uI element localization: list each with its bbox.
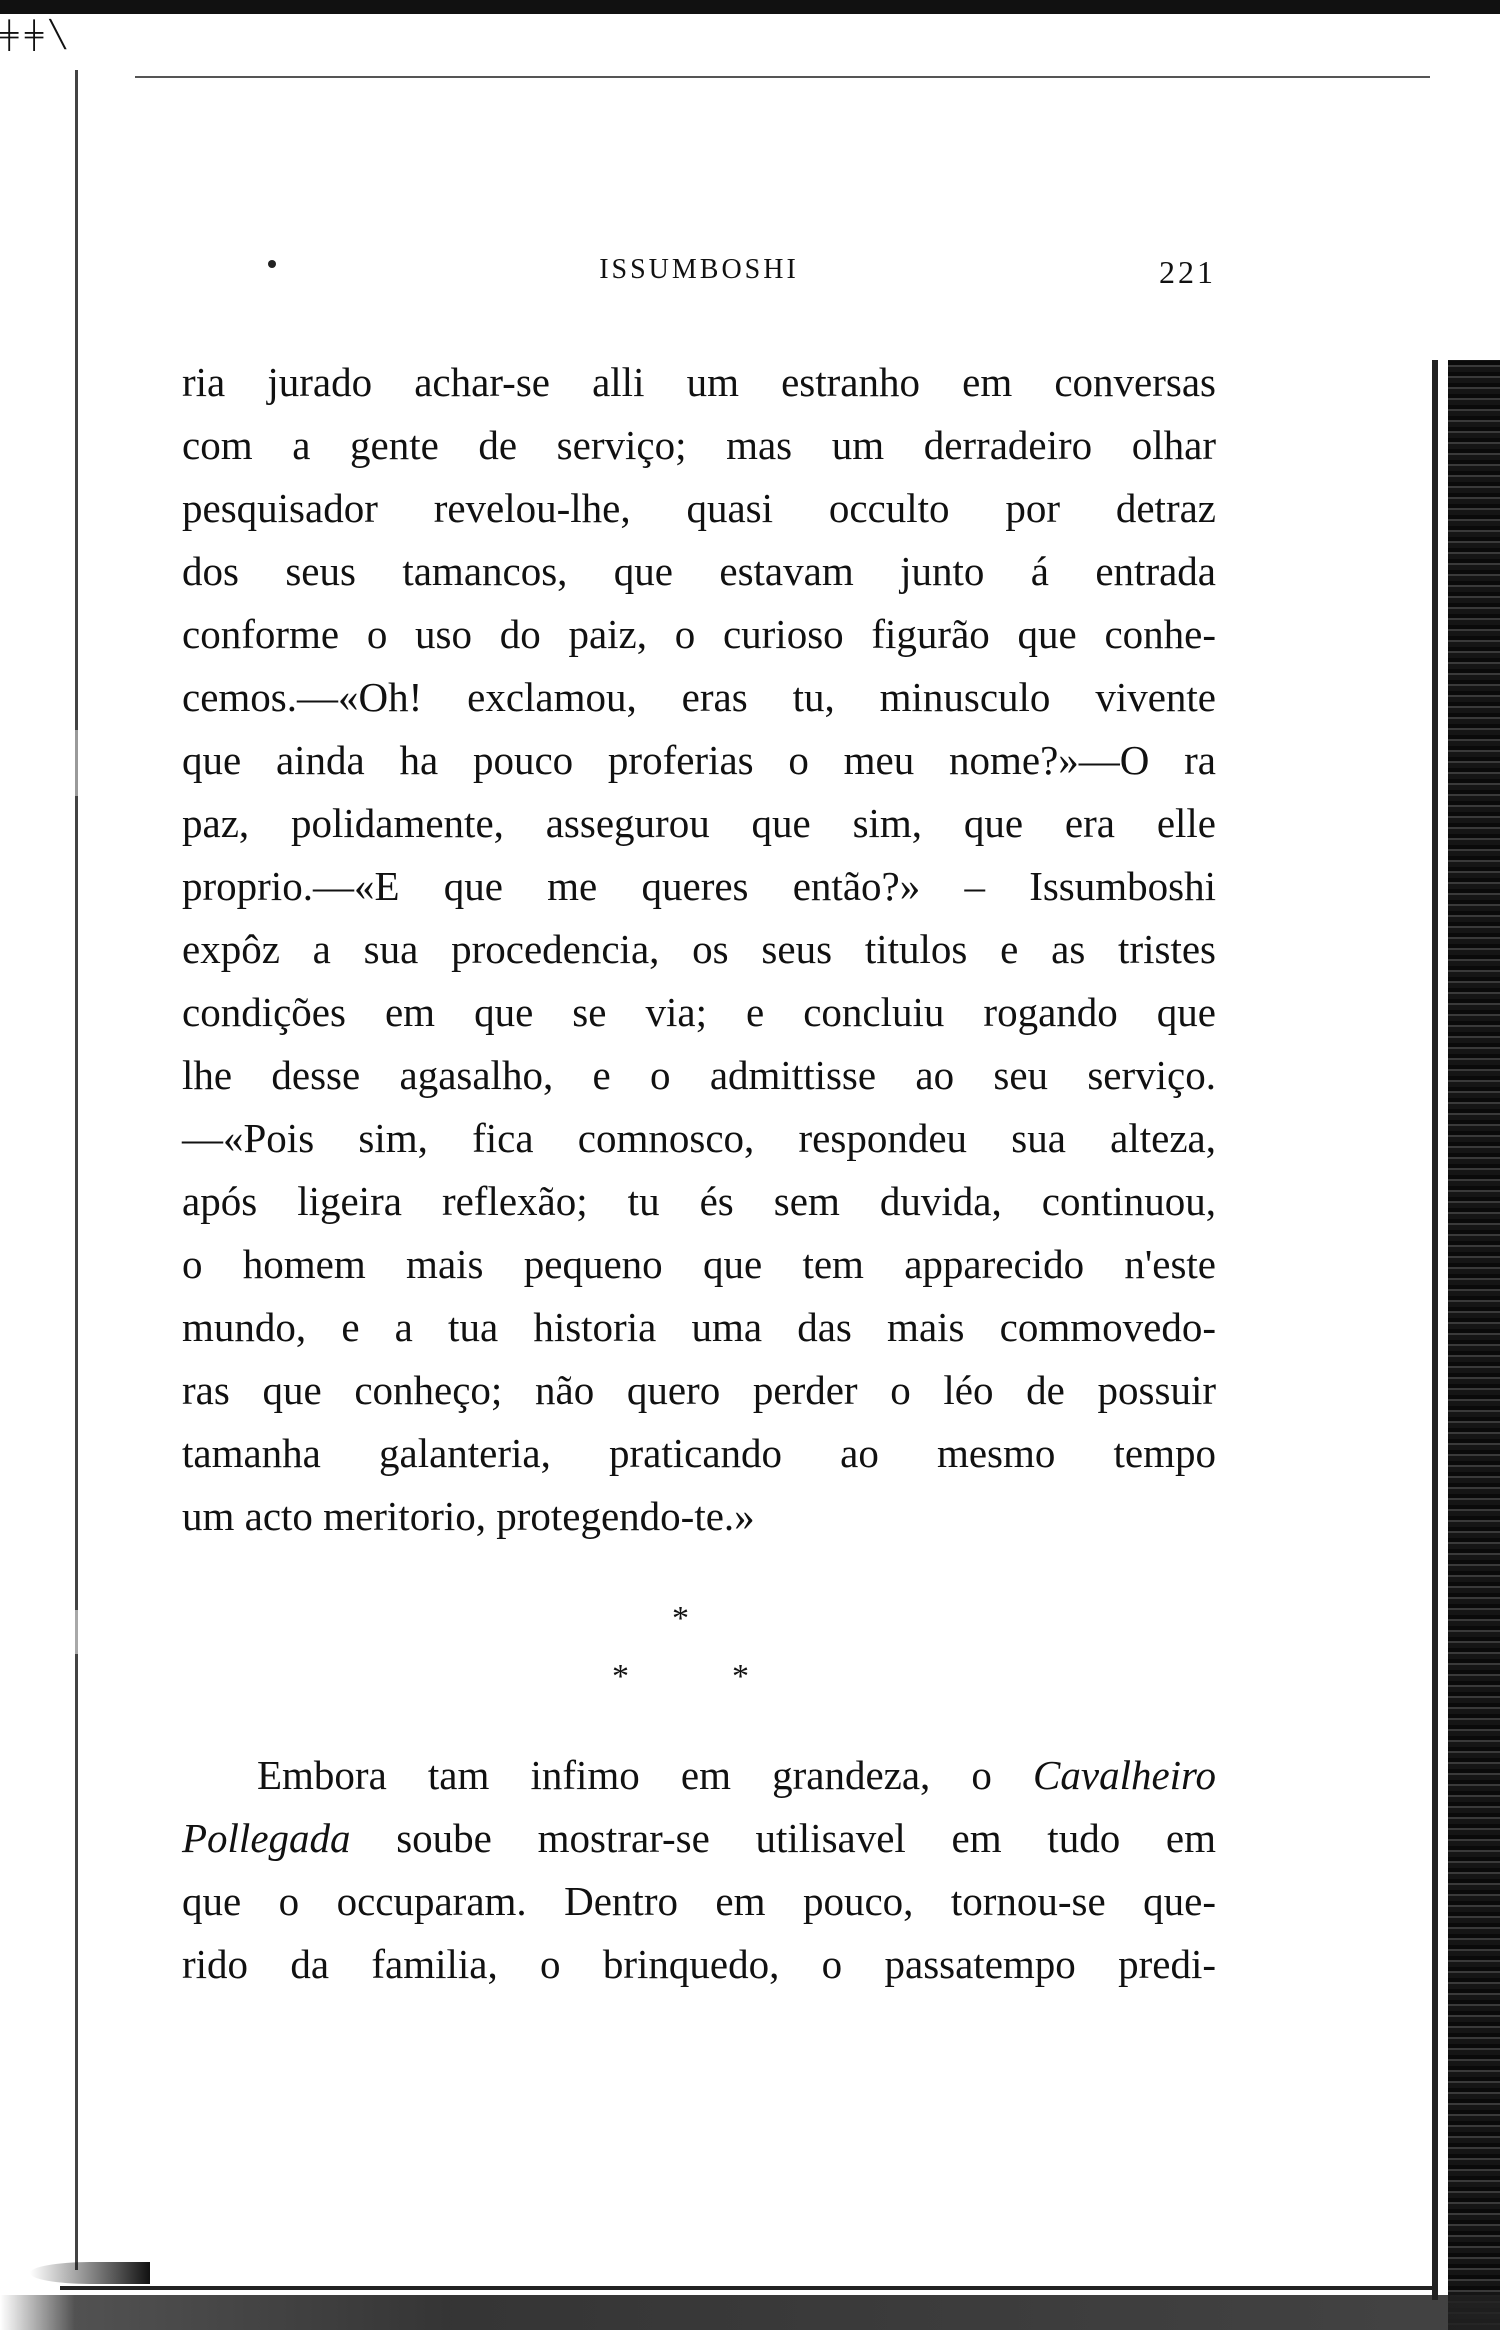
text-line: o homem mais pequeno que tem apparecido n'este (182, 1241, 1216, 1287)
text-line: pesquisador revelou-lhe, quasi occulto por detraz (182, 485, 1216, 531)
asterism-star: * (612, 1658, 629, 1695)
scan-bottom-edge (0, 2295, 1500, 2330)
text-segment: soube mostrar-se utilisavel em tudo em (350, 1815, 1216, 1861)
text-line: —«Pois sim, fica comnosco, respondeu sua alteza, (182, 1115, 1216, 1161)
text-line: conforme o uso do paiz, o curioso figurão que conhe- (182, 611, 1216, 657)
text-line: proprio.—«E que me queres então?» – Issumboshi (182, 863, 1216, 909)
text-line: paz, polidamente, assegurou que sim, que era elle (182, 800, 1216, 846)
paragraph-1 (182, 351, 1216, 1548)
page-number: 221 (1159, 254, 1216, 290)
scan-corner-mark: ╪ ╪ ╲ (0, 20, 66, 49)
text-line: um acto meritorio, protegendo-te.» (182, 1493, 755, 1539)
italic-title-segment: Pollegada (182, 1815, 351, 1861)
scan-right-rule (1432, 360, 1438, 2300)
italic-title-segment: Cavalheiro (1033, 1752, 1216, 1798)
text-line: ria jurado achar-se alli um estranho em conversas (182, 359, 1216, 405)
running-head (182, 254, 1216, 294)
text-line (182, 1807, 1216, 1870)
text-line: mundo, e a tua historia uma das mais commovedo- (182, 1304, 1216, 1350)
text-line: condições em que se via; e concluiu rogando que (182, 989, 1216, 1035)
scan-right-page-edge (1448, 360, 1500, 2330)
asterism-star: * (672, 1600, 689, 1637)
asterism-star: * (732, 1658, 749, 1695)
text-line: ras que conheço; não quero perder o léo de possuir (182, 1367, 1216, 1413)
paragraph-2 (182, 1744, 1216, 1996)
text-line: após ligeira reflexão; tu és sem duvida, continuou, (182, 1178, 1216, 1224)
text-line: dos seus tamancos, que estavam junto á entrada (182, 548, 1216, 594)
scan-left-margin-line (75, 70, 78, 2270)
scan-top-rule (135, 76, 1430, 78)
text-line: que o occuparam. Dentro em pouco, tornou-se que- (182, 1878, 1216, 1924)
text-line: tamanha galanteria, praticando ao mesmo tempo (182, 1430, 1216, 1476)
text-line: lhe desse agasalho, e o admittisse ao seu serviço. (182, 1052, 1216, 1098)
scan-top-edge (0, 0, 1500, 14)
text-line: expôz a sua procedencia, os seus titulos e as tristes (182, 926, 1216, 972)
scan-bottom-rule (60, 2286, 1435, 2290)
text-line: rido da familia, o brinquedo, o passatempo predi- (182, 1941, 1216, 1987)
text-segment: Embora tam infimo em grandeza, o (257, 1752, 1034, 1798)
scan-bottom-curl (30, 2262, 150, 2284)
text-line: que ainda ha pouco proferias o meu nome?»—O ra (182, 737, 1216, 783)
text-line (182, 1744, 1216, 1807)
text-line: cemos.—«Oh! exclamou, eras tu, minusculo vivente (182, 674, 1216, 720)
section-break-asterism (580, 1600, 780, 1710)
text-line: com a gente de serviço; mas um derradeiro olhar (182, 422, 1216, 468)
running-title: ISSUMBOSHI (599, 254, 799, 285)
